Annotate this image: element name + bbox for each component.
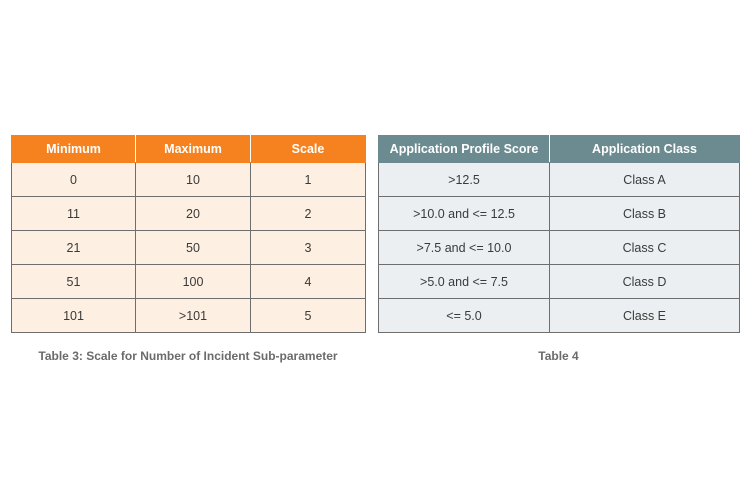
cell-minimum: 51 <box>12 265 136 299</box>
column-header-application-class: Application Class <box>550 136 740 163</box>
cell-application-class: Class D <box>550 265 740 299</box>
cell-scale: 5 <box>251 299 366 333</box>
incident-scale-table <box>11 135 366 333</box>
cell-maximum: 20 <box>136 197 251 231</box>
column-header-scale: Scale <box>251 136 366 163</box>
cell-profile-score: <= 5.0 <box>379 299 550 333</box>
table-row <box>12 197 366 231</box>
table-header-row <box>12 136 366 163</box>
cell-maximum: 10 <box>136 163 251 197</box>
cell-minimum: 0 <box>12 163 136 197</box>
column-header-maximum: Maximum <box>136 136 251 163</box>
table-row <box>12 265 366 299</box>
table-row <box>379 197 740 231</box>
cell-application-class: Class C <box>550 231 740 265</box>
table4-caption: Table 4 <box>538 349 579 363</box>
cell-maximum: 50 <box>136 231 251 265</box>
cell-application-class: Class A <box>550 163 740 197</box>
table-row <box>379 265 740 299</box>
table-header-row <box>379 136 740 163</box>
cell-scale: 4 <box>251 265 366 299</box>
table-row <box>379 231 740 265</box>
cell-application-class: Class E <box>550 299 740 333</box>
cell-profile-score: >5.0 and <= 7.5 <box>379 265 550 299</box>
table-row <box>379 299 740 333</box>
column-header-minimum: Minimum <box>12 136 136 163</box>
cell-maximum: 100 <box>136 265 251 299</box>
cell-scale: 3 <box>251 231 366 265</box>
table-row <box>12 231 366 265</box>
cell-scale: 2 <box>251 197 366 231</box>
column-header-profile-score: Application Profile Score <box>379 136 550 163</box>
application-class-table <box>378 135 740 333</box>
cell-minimum: 11 <box>12 197 136 231</box>
table-row <box>12 299 366 333</box>
cell-minimum: 21 <box>12 231 136 265</box>
cell-minimum: 101 <box>12 299 136 333</box>
cell-scale: 1 <box>251 163 366 197</box>
table-row <box>379 163 740 197</box>
cell-profile-score: >10.0 and <= 12.5 <box>379 197 550 231</box>
table3-caption: Table 3: Scale for Number of Incident Sub-parameter <box>38 349 338 363</box>
cell-profile-score: >7.5 and <= 10.0 <box>379 231 550 265</box>
cell-maximum: >101 <box>136 299 251 333</box>
cell-profile-score: >12.5 <box>379 163 550 197</box>
table-row <box>12 163 366 197</box>
cell-application-class: Class B <box>550 197 740 231</box>
